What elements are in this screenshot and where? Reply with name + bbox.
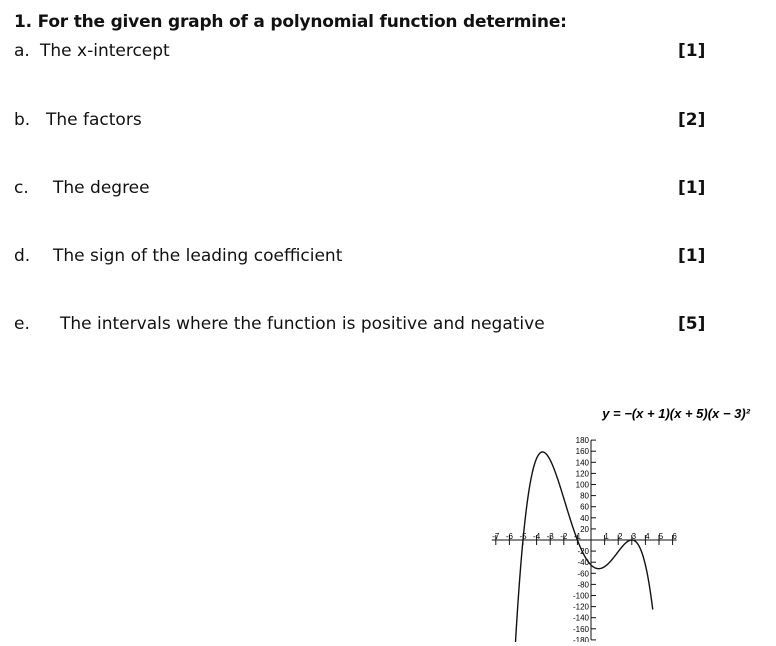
y-tick-label: -160 <box>572 624 589 634</box>
item-intervals <box>0 314 776 338</box>
y-tick-label: -20 <box>577 547 589 557</box>
x-tick-label: -6 <box>505 532 513 541</box>
item-text: The factors <box>46 110 142 130</box>
y-tick-label: 180 <box>575 436 589 446</box>
polynomial-graph <box>460 396 776 642</box>
y-tick-label: 40 <box>580 513 589 523</box>
item-marks: [2] <box>678 110 706 130</box>
item-letter: a. <box>14 41 30 61</box>
x-tick-label: 1 <box>604 532 609 541</box>
item-letter: e. <box>14 314 30 334</box>
x-tick-label: 6 <box>672 532 677 541</box>
item-x-intercept <box>0 41 776 65</box>
y-tick-label: 100 <box>575 480 589 490</box>
item-letter: b. <box>14 110 31 130</box>
item-marks: [1] <box>678 41 706 61</box>
x-tick-label: -3 <box>546 532 554 541</box>
item-text: The x-intercept <box>40 41 170 61</box>
y-tick-label: -120 <box>572 602 589 612</box>
item-marks: [5] <box>678 314 706 334</box>
x-tick-label: 5 <box>658 532 664 541</box>
graph-tick-labels <box>492 436 677 642</box>
y-tick-label: -60 <box>577 569 589 579</box>
y-tick-label: -100 <box>572 591 589 601</box>
y-tick-label: 60 <box>580 502 589 512</box>
y-tick-label: 140 <box>575 458 589 468</box>
y-tick-label: -140 <box>572 613 589 623</box>
x-tick-label: -1 <box>573 532 581 541</box>
x-tick-label: 3 <box>631 532 637 541</box>
item-text: The intervals where the function is positive and negative <box>60 314 545 334</box>
x-tick-label: -7 <box>492 532 500 541</box>
y-tick-label: -40 <box>577 558 589 568</box>
x-tick-label: -4 <box>533 532 541 541</box>
graph-title: y = −(x + 1)(x + 5)(x − 3)² <box>602 406 750 421</box>
question-title: 1. For the given graph of a polynomial function determine: <box>14 12 567 32</box>
item-marks: [1] <box>678 246 706 266</box>
item-marks: [1] <box>678 178 706 198</box>
x-tick-label: -5 <box>519 532 527 541</box>
item-factors <box>0 110 776 134</box>
item-text: The degree <box>53 178 150 198</box>
item-letter: c. <box>14 178 29 198</box>
y-tick-label: -80 <box>577 580 589 590</box>
y-tick-label: -180 <box>572 635 589 642</box>
graph-svg <box>460 396 776 642</box>
x-tick-label: -2 <box>560 532 568 541</box>
item-letter: d. <box>14 246 31 266</box>
x-tick-label: 2 <box>617 532 623 541</box>
item-degree <box>0 178 776 202</box>
x-tick-label: 4 <box>645 532 650 541</box>
item-text: The sign of the leading coefficient <box>53 246 343 266</box>
y-tick-label: 20 <box>580 524 589 534</box>
item-leading-coefficient <box>0 246 776 270</box>
y-tick-label: 80 <box>580 491 589 501</box>
y-tick-label: 120 <box>575 469 589 479</box>
y-tick-label: 160 <box>575 447 589 457</box>
